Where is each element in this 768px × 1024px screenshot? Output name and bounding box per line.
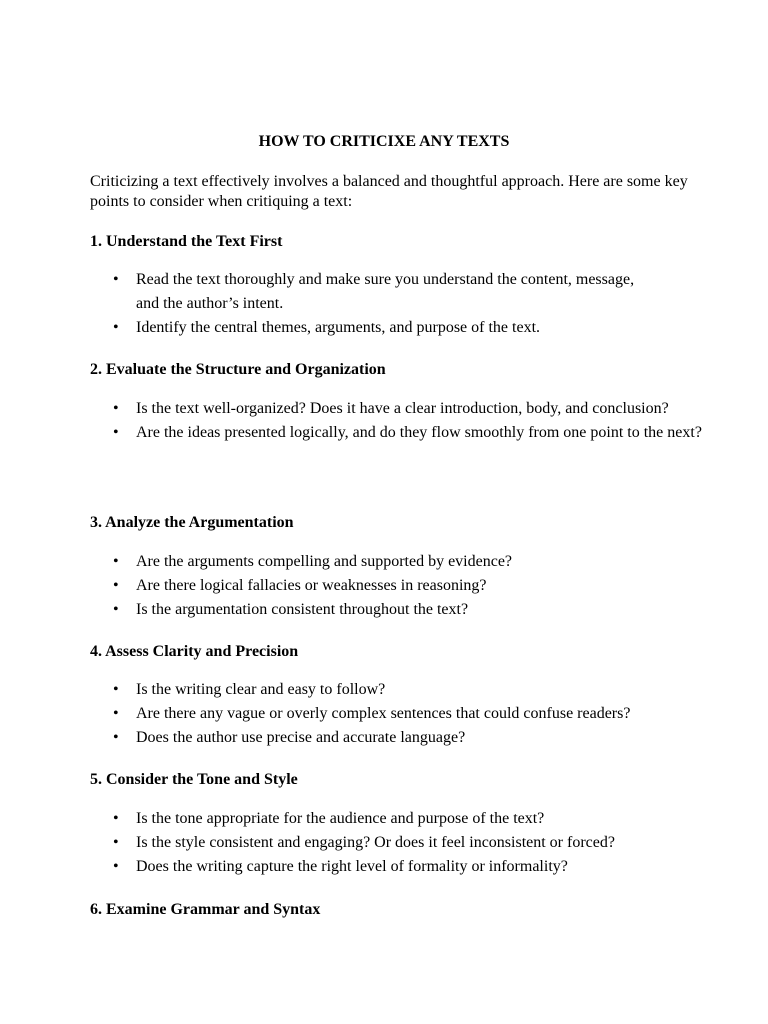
intro-paragraph: Criticizing a text effectively involves a balanced and thoughtful approach. Here are some key points to consider when critiquing a text: [90, 173, 688, 210]
list-item-text: Does the writing capture the right level of formality or informality? [136, 858, 568, 875]
section-heading-4: 4. Assess Clarity and Precision [90, 643, 299, 660]
section-heading-3: 3. Analyze the Argumentation [90, 514, 294, 531]
list-item [90, 678, 700, 702]
section-heading-6: 6. Examine Grammar and Syntax [90, 901, 321, 918]
bullet-icon: • [113, 834, 119, 851]
section-2-list [90, 397, 700, 445]
list-item-text: Are the arguments compelling and supported by evidence? [136, 553, 513, 570]
list-item [90, 855, 700, 879]
list-item [90, 702, 700, 726]
list-item-text: Are the ideas presented logically, and do they flow smoothly from one point to the next? [136, 424, 702, 441]
list-item [90, 268, 636, 316]
list-item-text: Does the author use precise and accurate language? [136, 729, 466, 746]
bullet-icon: • [113, 601, 119, 618]
bullet-icon: • [113, 858, 119, 875]
section-3-list [90, 550, 700, 622]
list-item-text: Is the writing clear and easy to follow? [136, 681, 386, 698]
section-heading-1: 1. Understand the Text First [90, 233, 283, 250]
list-item [90, 726, 700, 750]
list-item-text: Are there logical fallacies or weaknesses in reasoning? [136, 577, 487, 594]
section-4-list [90, 678, 700, 750]
list-item [90, 397, 696, 421]
list-item [90, 598, 700, 622]
list-item-text: Is the style consistent and engaging? Or does it feel inconsistent or forced? [136, 834, 615, 851]
bullet-icon: • [113, 577, 119, 594]
document-title: HOW TO CRITICIXE ANY TEXTS [258, 133, 510, 150]
bullet-icon: • [113, 319, 119, 336]
bullet-icon: • [113, 400, 119, 417]
bullet-icon: • [113, 705, 119, 722]
list-item [90, 421, 736, 445]
list-item [90, 574, 700, 598]
list-item [90, 316, 700, 340]
bullet-icon: • [113, 810, 119, 827]
section-heading-5: 5. Consider the Tone and Style [90, 771, 298, 788]
list-item-text: Identify the central themes, arguments, and purpose of the text. [136, 319, 541, 336]
list-item-text: Is the tone appropriate for the audience and purpose of the text? [136, 810, 545, 827]
list-item-text: Is the text well-organized? Does it have a clear introduction, body, and conclusion? [136, 400, 669, 417]
bullet-icon: • [113, 271, 119, 288]
section-5-list [90, 807, 700, 879]
list-item-text: Read the text thoroughly and make sure you understand the content, message, and the author’s intent. [136, 271, 635, 312]
section-heading-2: 2. Evaluate the Structure and Organization [90, 361, 386, 378]
list-item [90, 831, 700, 855]
list-item-text: Are there any vague or overly complex sentences that could confuse readers? [136, 705, 631, 722]
list-item [90, 807, 700, 831]
bullet-icon: • [113, 553, 119, 570]
bullet-icon: • [113, 729, 119, 746]
bullet-icon: • [113, 681, 119, 698]
list-item [90, 550, 700, 574]
section-1-list [90, 268, 700, 340]
bullet-icon: • [113, 424, 119, 441]
list-item-text: Is the argumentation consistent throughout the text? [136, 601, 469, 618]
